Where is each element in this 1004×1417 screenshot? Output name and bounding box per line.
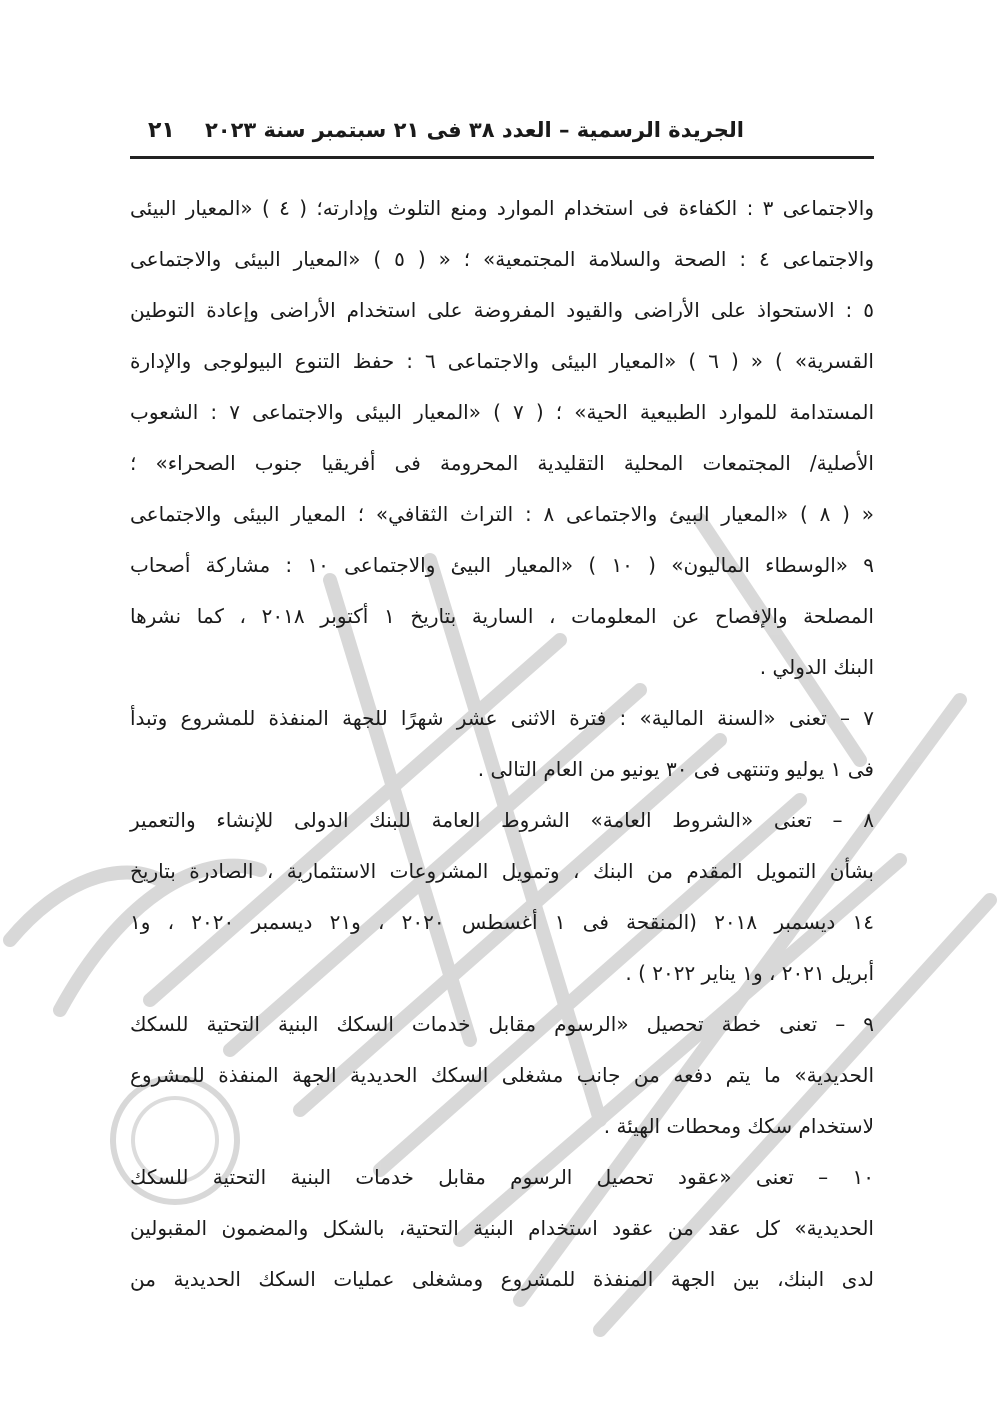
text-line: القسرية» ) « ( ٦ ) «المعيار البيئى والاجتماعى ٦ : حفظ التنوع البيولوجى والإدارة	[130, 349, 874, 373]
text-line: والاجتماعى ٣ : الكفاءة فى استخدام الموارد ومنع التلوث وإدارته؛ ( ٤ ) «المعيار البيئى	[130, 196, 875, 220]
text-line: بشأن التمويل المقدم من البنك ، وتمويل المشروعات الاستثمارية ، الصادرة بتاريخ	[130, 859, 874, 883]
page-header	[130, 112, 874, 159]
text-line: الحديدية» ما يتم دفعه من جانب مشغلى السكك الحديدية الجهة المنفذة للمشروع	[130, 1063, 874, 1087]
text-line: المصلحة والإفصاح عن المعلومات ، السارية بتاريخ ١ أكتوبر ٢٠١٨ ، كما نشرها	[130, 604, 874, 628]
text-line: الحديدية» كل عقد من عقود استخدام البنية التحتية، بالشكل والمضمون المقبولين	[130, 1216, 874, 1240]
text-line: « ( ٨ ) «المعيار البيئ والاجتماعى ٨ : التراث الثقافي» ؛ المعيار البيئى والاجتماعى	[130, 502, 874, 526]
text-line: والاجتماعى ٤ : الصحة والسلامة المجتمعية» ؛ « ( ٥ ) «المعيار البيئى والاجتماعى	[130, 247, 874, 271]
text-line: ٥ : الاستحواذ على الأراضى والقيود المفروضة على استخدام الأراضى وإعادة التوطين	[130, 298, 874, 322]
text-line: المستدامة للموارد الطبيعية الحية» ؛ ( ٧ ) «المعيار البيئى والاجتماعى ٧ : الشعوب	[130, 400, 874, 424]
text-line: لدى البنك، بين الجهة المنفذة للمشروع ومشغلى عمليات السكك الحديدية من	[130, 1267, 874, 1291]
text-line: البنك الدولي .	[759, 655, 874, 679]
page-number: ٢١	[148, 118, 175, 143]
text-line: ٨ – تعنى «الشروط العامة» الشروط العامة للبنك الدولى للإنشاء والتعمير	[130, 808, 874, 832]
text-line: ٩ – تعنى خطة تحصيل «الرسوم مقابل خدمات السكك البنية التحتية للسكك	[130, 1012, 874, 1036]
body-text	[130, 183, 874, 1305]
text-line: ٩ «الوسطاء الماليون» ( ١٠ ) «المعيار البيئ والاجتماعى ١٠ : مشاركة أصحاب	[130, 553, 875, 577]
gazette-title: الجريدة الرسمية – العدد ٣٨ فى ٢١ سبتمبر سنة ٢٠٢٣	[204, 118, 744, 142]
text-line: الأصلية/ المجتمعات المحلية التقليدية المحرومة فى أفريقيا جنوب الصحراء» ؛	[130, 451, 874, 475]
text-line: لاستخدام سكك ومحطات الهيئة .	[603, 1114, 874, 1138]
text-line: ٧ – تعنى «السنة المالية» : فترة الاثنى عشر شهرًا للجهة المنفذة للمشروع وتبدأ	[130, 706, 874, 730]
text-line: فى ١ يوليو وتنتهى فى ٣٠ يونيو من العام التالى .	[477, 757, 874, 781]
text-line: ١٤ ديسمبر ٢٠١٨ (المنقحة فى ١ أغسطس ٢٠٢٠ ، و٢١ ديسمبر ٢٠٢٠ ، و١	[130, 910, 874, 934]
text-line: ١٠ – تعنى «عقود تحصيل الرسوم مقابل خدمات البنية التحتية للسكك	[130, 1165, 874, 1189]
text-line: أبريل ٢٠٢١ ، و١ يناير ٢٠٢٢ ) .	[625, 961, 874, 985]
